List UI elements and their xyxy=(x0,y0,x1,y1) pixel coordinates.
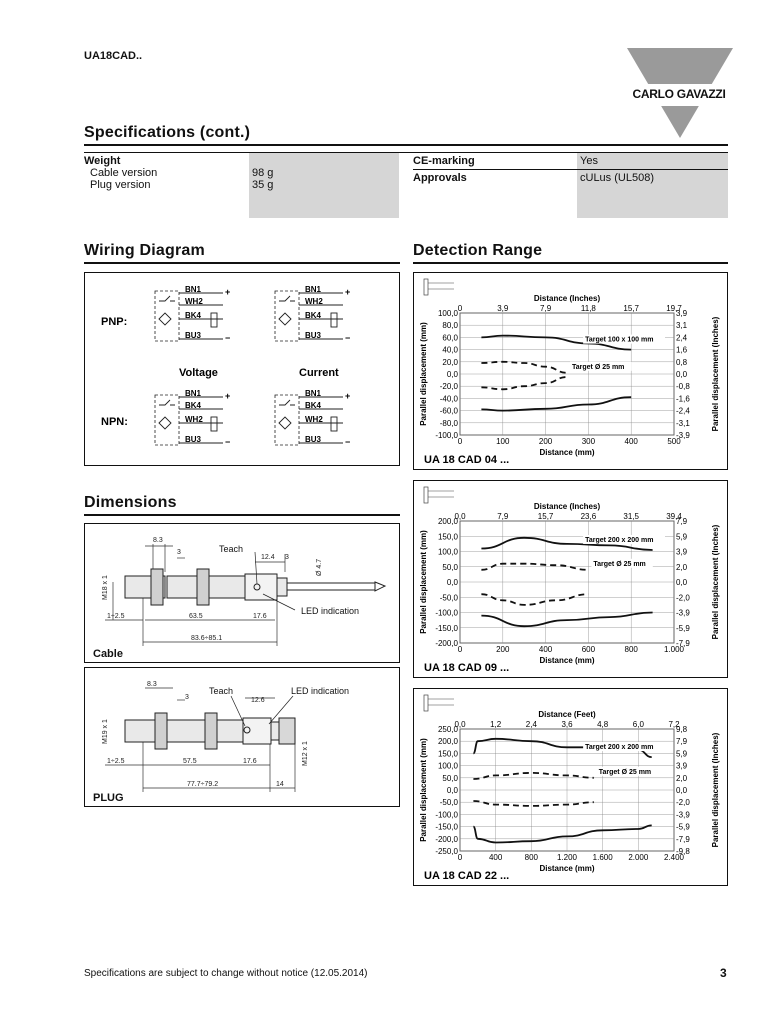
top-tick-label: 15,7 xyxy=(537,512,554,521)
wiring-block-1 xyxy=(275,285,350,343)
right-tick-label: 3,9 xyxy=(676,761,688,771)
specs-rule xyxy=(84,144,728,146)
right-tick-label: 5,9 xyxy=(676,532,688,542)
plus-sign: + xyxy=(345,391,351,401)
y-tick-label: -150,0 xyxy=(435,623,458,633)
plug-dim-overall: 77.7÷79.2 xyxy=(187,781,219,788)
right-tick-label: 1,6 xyxy=(676,345,688,355)
plug-thread: M19 x 1 xyxy=(102,719,109,744)
y-tick-label: 0,0 xyxy=(446,786,458,795)
wire-label: BU3 xyxy=(185,435,202,444)
right-axis-label: Parallel displacement (Inches) xyxy=(711,316,720,432)
cable-dim-63-5: 63.5 xyxy=(189,613,203,620)
right-tick-label: 9,8 xyxy=(676,725,688,734)
x-axis-label: Distance (mm) xyxy=(539,864,595,873)
right-tick-label: -1,6 xyxy=(676,394,690,404)
top-tick-label: 7,2 xyxy=(668,720,680,729)
x-tick-label: 400 xyxy=(624,437,638,446)
wire-label: BK4 xyxy=(305,311,322,320)
current-label: Current xyxy=(299,367,339,379)
top-tick-label: 0,0 xyxy=(454,720,466,729)
y-tick-label: 20,0 xyxy=(442,357,458,367)
top-tick-label: 0,0 xyxy=(454,512,466,521)
chart-box-09 xyxy=(413,480,728,678)
right-tick-label: -0,8 xyxy=(676,382,690,392)
y-tick-label: 100,0 xyxy=(437,761,458,771)
cable-thread: M18 x 1 xyxy=(102,575,109,600)
right-tick-label: 0,8 xyxy=(676,357,688,367)
top-tick-label: 39,4 xyxy=(666,512,682,521)
minus-sign: − xyxy=(225,437,231,447)
wire-label: BU3 xyxy=(305,435,322,444)
right-tick-label: 7,9 xyxy=(676,737,688,747)
x-tick-label: 400 xyxy=(488,853,503,862)
cable-label: Cable xyxy=(93,648,123,660)
series-line-1 xyxy=(481,613,652,627)
wire-label: BU3 xyxy=(185,331,202,340)
y-tick-label: 150,0 xyxy=(437,749,458,759)
wire-label: WH2 xyxy=(185,297,203,306)
series-label: Target Ø 25 mm xyxy=(598,768,652,776)
series-line-2 xyxy=(481,362,567,373)
y-tick-label: -250,0 xyxy=(435,847,458,856)
cable-dim-overall: 83.6÷85.1 xyxy=(191,635,223,642)
top-tick-label: 2,4 xyxy=(525,720,537,729)
plug-dim-3: 3 xyxy=(185,694,189,701)
y-tick-label: -80,0 xyxy=(439,418,458,428)
model-label: UA 18 CAD 04 ... xyxy=(424,454,510,466)
plug-dim-12-6: 12.6 xyxy=(251,697,265,704)
wire-label: BN1 xyxy=(305,389,322,398)
right-tick-label: 2,4 xyxy=(676,333,688,343)
series-label: Target Ø 25 mm xyxy=(593,560,646,568)
right-axis-label: Parallel displacement (Inches) xyxy=(711,524,720,640)
plus-sign: + xyxy=(225,391,231,401)
wire-label: BK4 xyxy=(185,311,202,320)
minus-sign: − xyxy=(225,333,231,343)
plug-version-label: Plug version xyxy=(90,179,151,191)
x-tick-label: 0 xyxy=(457,437,463,446)
plus-sign: + xyxy=(225,287,231,297)
y-tick-label: 50,0 xyxy=(442,773,458,783)
right-tick-label: 0,0 xyxy=(676,786,688,795)
right-tick-label: -3,9 xyxy=(676,431,690,440)
y-tick-label: 50,0 xyxy=(442,562,458,572)
wire-label: BK4 xyxy=(305,401,322,410)
right-tick-label: -5,9 xyxy=(676,822,690,832)
x-tick-label: 400 xyxy=(538,645,553,654)
y-tick-label: 40,0 xyxy=(442,345,458,355)
sensor-icon xyxy=(159,417,171,429)
top-axis-label: Distance (Inches) xyxy=(533,502,601,511)
dimensions-heading: Dimensions xyxy=(84,494,177,511)
series-line-3 xyxy=(473,801,593,806)
voltage-label: Voltage xyxy=(179,367,218,379)
detection-rule xyxy=(413,262,728,264)
wiring-block-3 xyxy=(275,389,350,447)
series-line-3 xyxy=(481,594,588,605)
y-tick-label: 60,0 xyxy=(442,333,458,343)
wiring-diagram xyxy=(85,273,399,465)
series-label: Target 100 x 100 mm xyxy=(585,336,654,344)
x-tick-label: 600 xyxy=(581,645,596,654)
top-tick-label: 19,7 xyxy=(666,304,682,313)
switch-icon xyxy=(159,296,175,301)
right-tick-label: -5,9 xyxy=(676,623,690,633)
sensor-icon xyxy=(159,313,171,325)
plug-dim-range-a: 1÷2.5 xyxy=(107,758,125,765)
detection-chart-22 xyxy=(414,689,727,885)
page-number: 3 xyxy=(720,966,727,980)
top-tick-label: 11,8 xyxy=(580,304,596,313)
right-tick-label: 5,9 xyxy=(676,749,688,759)
plug-weight-value: 35 g xyxy=(252,179,274,191)
top-tick-label: 15,7 xyxy=(623,304,639,313)
sensor-icon xyxy=(279,417,291,429)
y-tick-label: -50,0 xyxy=(439,798,458,808)
y-tick-label: 100,0 xyxy=(437,547,458,557)
series-label: Target 200 x 200 mm xyxy=(585,536,654,544)
x-tick-label: 1.200 xyxy=(556,853,578,862)
cable-dim-12-4: 12.4 xyxy=(261,554,275,561)
model-label: UA 18 CAD 22 ... xyxy=(424,870,510,882)
x-tick-label: 100 xyxy=(496,437,510,446)
model-label: UA 18 CAD 09 ... xyxy=(424,662,510,674)
y-tick-label: 250,0 xyxy=(437,725,458,734)
x-tick-label: 200 xyxy=(496,645,510,654)
top-tick-label: 3,9 xyxy=(497,304,509,313)
top-tick-label: 4,8 xyxy=(597,720,609,729)
x-tick-label: 800 xyxy=(624,645,638,654)
load-icon xyxy=(211,313,217,327)
target-diagram-icon xyxy=(424,279,454,295)
top-tick-label: 31,5 xyxy=(623,512,639,521)
top-tick-label: 1,2 xyxy=(490,720,502,729)
approvals-value-bg xyxy=(577,152,728,218)
right-tick-label: 2,0 xyxy=(676,773,688,783)
load-icon xyxy=(331,417,337,431)
wiring-block-2 xyxy=(155,389,230,447)
plug-teach-label: Teach xyxy=(209,686,234,696)
y-axis-label: Parallel displacement (mm) xyxy=(419,530,428,634)
wire-label: BU3 xyxy=(305,331,322,340)
plug-dimension-drawing xyxy=(85,668,399,806)
y-tick-label: -200,0 xyxy=(435,834,458,844)
cable-weight-value: 98 g xyxy=(252,167,274,179)
series-label: Target 200 x 200 mm xyxy=(585,744,654,752)
x-tick-label: 300 xyxy=(581,437,596,446)
y-tick-label: -100,0 xyxy=(435,608,458,618)
cable-dim-3b: 3 xyxy=(285,554,289,561)
chart-box-04 xyxy=(413,272,728,470)
top-axis-label: Distance (Inches) xyxy=(533,294,601,303)
series-line-1 xyxy=(473,825,651,842)
right-tick-label: -7,9 xyxy=(676,834,690,844)
wiring-heading: Wiring Diagram xyxy=(84,242,205,259)
x-axis-label: Distance (mm) xyxy=(539,448,595,457)
y-tick-label: 80,0 xyxy=(442,321,458,331)
plus-sign: + xyxy=(345,287,351,297)
y-tick-label: -60,0 xyxy=(439,406,458,416)
y-tick-label: -150,0 xyxy=(435,822,458,832)
wiring-block-0 xyxy=(155,285,230,343)
x-tick-label: 2.000 xyxy=(628,853,649,862)
x-tick-label: 800 xyxy=(524,853,539,862)
plug-label: PLUG xyxy=(93,792,124,804)
ce-marking-value: Yes xyxy=(580,155,598,167)
y-tick-label: 0,0 xyxy=(446,370,458,379)
right-tick-label: -3,9 xyxy=(676,810,690,820)
right-axis-label: Parallel displacement (Inches) xyxy=(711,732,720,848)
footer-note: Specifications are subject to change without notice (12.05.2014) xyxy=(84,968,368,979)
right-tick-label: 0,0 xyxy=(676,578,688,587)
right-tick-label: -7,9 xyxy=(676,639,690,648)
wire-label: BN1 xyxy=(305,285,322,294)
cable-dim-17-6: 17.6 xyxy=(253,613,267,620)
right-tick-label: -3,1 xyxy=(676,418,690,428)
wire-label: BN1 xyxy=(185,285,202,294)
cable-dim-3a: 3 xyxy=(177,549,181,556)
plug-dim-57-5: 57.5 xyxy=(183,758,197,765)
right-tick-label: 7,9 xyxy=(676,517,688,526)
y-tick-label: -200,0 xyxy=(435,639,458,648)
plug-dim-8-3: 8.3 xyxy=(147,681,157,688)
cable-teach-label: Teach xyxy=(219,544,244,554)
y-tick-label: -20,0 xyxy=(439,382,458,392)
y-tick-label: 100,0 xyxy=(437,309,458,318)
switch-icon xyxy=(279,400,295,405)
cable-version-label: Cable version xyxy=(90,167,158,179)
series-label: Target Ø 25 mm xyxy=(572,363,625,371)
x-tick-label: 200 xyxy=(538,437,553,446)
y-tick-label: 150,0 xyxy=(437,532,458,542)
pnp-label: PNP: xyxy=(101,316,128,328)
y-tick-label: 0,0 xyxy=(446,578,458,587)
right-tick-label: -9,8 xyxy=(676,847,690,856)
top-axis-label: Distance (Feet) xyxy=(538,710,596,719)
plug-led-label: LED indication xyxy=(291,686,350,696)
right-tick-label: 3,9 xyxy=(676,309,688,318)
top-tick-label: 23,6 xyxy=(580,512,597,521)
top-tick-label: 6,0 xyxy=(632,720,644,729)
right-tick-label: 2,0 xyxy=(676,562,688,572)
specs-heading: Specifications (cont.) xyxy=(84,124,251,141)
y-tick-label: -50,0 xyxy=(439,593,458,603)
x-tick-label: 500 xyxy=(667,437,681,446)
wire-label: WH2 xyxy=(305,415,323,424)
top-tick-label: 7,9 xyxy=(540,304,552,313)
detection-chart-04 xyxy=(414,273,727,469)
switch-icon xyxy=(159,400,175,405)
y-tick-label: 200,0 xyxy=(437,737,458,747)
wire-label: BK4 xyxy=(185,401,202,410)
cable-dim-range-a: 1÷2.5 xyxy=(107,613,125,620)
right-tick-label: -2,0 xyxy=(676,798,690,808)
wire-label: WH2 xyxy=(185,415,203,424)
switch-icon xyxy=(279,296,295,301)
y-tick-label: -100,0 xyxy=(435,810,458,820)
approvals-value: cULus (UL508) xyxy=(580,172,654,184)
target-diagram-icon xyxy=(424,695,454,711)
y-tick-label: -100,0 xyxy=(435,431,458,440)
wire-label: BN1 xyxy=(185,389,202,398)
plug-dim-17-6: 17.6 xyxy=(243,758,257,765)
plug-thread-m12: M12 x 1 xyxy=(302,741,309,766)
specs-table-top xyxy=(84,152,728,153)
wiring-diagram-box xyxy=(84,272,400,466)
npn-label: NPN: xyxy=(101,416,128,428)
x-tick-label: 2.400 xyxy=(663,853,685,862)
plug-dim-14: 14 xyxy=(276,781,284,788)
right-tick-label: 3,1 xyxy=(676,321,688,331)
dimensions-rule xyxy=(84,514,400,516)
y-axis-label: Parallel displacement (mm) xyxy=(419,322,428,426)
wire-label: WH2 xyxy=(305,297,323,306)
plug-dimension-box xyxy=(84,667,400,807)
series-line-1 xyxy=(481,397,631,410)
y-axis-label: Parallel displacement (mm) xyxy=(419,738,428,842)
target-diagram-icon xyxy=(424,487,454,503)
series-line-3 xyxy=(481,377,567,389)
right-tick-label: 0,0 xyxy=(676,370,688,379)
minus-sign: − xyxy=(345,333,351,343)
y-tick-label: -40,0 xyxy=(439,394,458,404)
detection-heading: Detection Range xyxy=(413,242,543,259)
load-icon xyxy=(211,417,217,431)
cable-dim-8-3: 8.3 xyxy=(153,537,163,544)
cable-led-label: LED indication xyxy=(301,606,360,616)
cable-dimension-drawing xyxy=(85,524,399,662)
approvals-label: Approvals xyxy=(413,172,467,184)
x-tick-label: 1.600 xyxy=(592,853,613,862)
x-tick-label: 1.000 xyxy=(663,645,685,654)
product-code: UA18CAD.. xyxy=(84,50,143,62)
weight-label: Weight xyxy=(84,155,121,167)
detection-chart-09 xyxy=(414,481,727,677)
right-tick-label: -2,0 xyxy=(676,593,690,603)
cable-dimension-box xyxy=(84,523,400,663)
right-tick-label: -3,9 xyxy=(676,608,690,618)
top-tick-label: 3,6 xyxy=(561,720,573,729)
wiring-rule xyxy=(84,262,400,264)
minus-sign: − xyxy=(345,437,351,447)
x-tick-label: 0 xyxy=(457,853,463,862)
chart-box-22 xyxy=(413,688,728,886)
specs-row-divider xyxy=(413,169,728,170)
series-line-2 xyxy=(473,773,593,779)
top-tick-label: 0 xyxy=(457,304,463,313)
right-tick-label: 3,9 xyxy=(676,547,688,557)
x-axis-label: Distance (mm) xyxy=(539,656,595,665)
x-tick-label: 0 xyxy=(457,645,463,654)
sensor-icon xyxy=(279,313,291,325)
y-tick-label: 200,0 xyxy=(437,517,458,526)
right-tick-label: -2,4 xyxy=(676,406,690,416)
brand-name: CARLO GAVAZZI xyxy=(632,87,726,101)
top-tick-label: 7,9 xyxy=(497,512,509,521)
cable-diameter: Ø 4.7 xyxy=(316,558,323,576)
ce-marking-label: CE-marking xyxy=(413,155,475,167)
load-icon xyxy=(331,313,337,327)
